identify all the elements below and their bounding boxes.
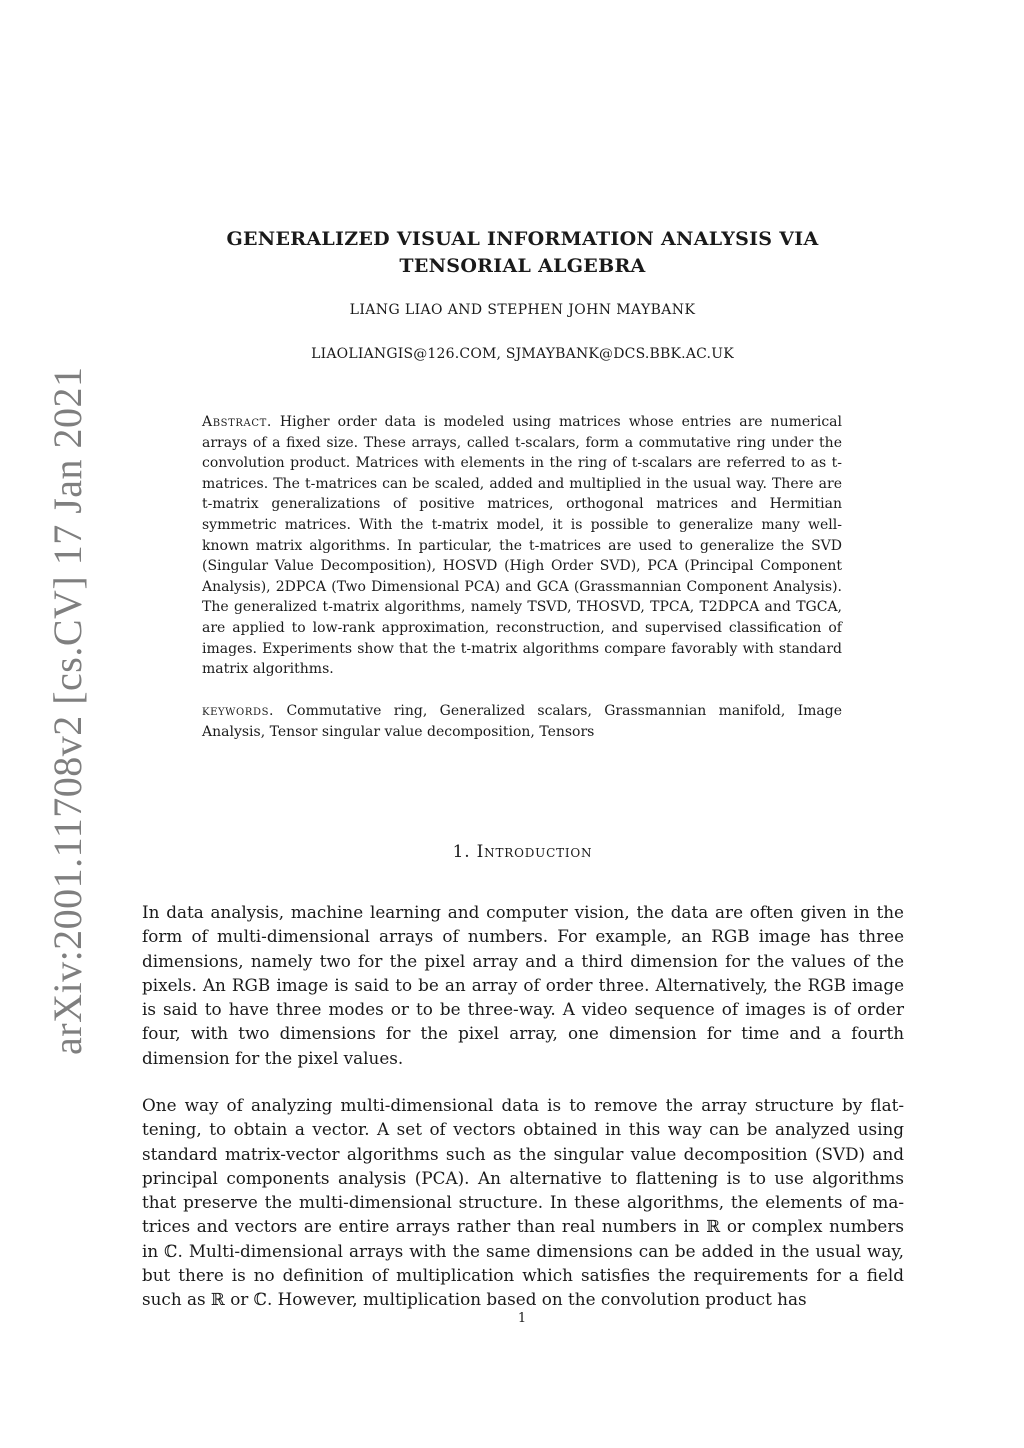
section-heading-introduction bbox=[190, 842, 855, 862]
abstract-label: Abstract. bbox=[202, 414, 272, 430]
author-emails: LIAOLIANGIS@126.COM, SJMAYBANK@DCS.BBK.AC.UK bbox=[311, 346, 734, 362]
paper-authors: LIANG LIAO AND STEPHEN JOHN MAYBANK bbox=[349, 302, 696, 318]
abstract-text: Higher order data is modeled using matrices whose entries are numerical arrays of a fixed size. These arrays, called t-scalars, form a commutative ring under the convolution product. Matrices with elements in the ring of t-scalars are referred to as t-matrices. The t-matrices can be scaled, added and multiplied in the usual way. There are t-matrix generalizations of positive matrices, orthogonal matrices and Hermitian symmetric matrices. With the t-matrix model, it is possible to generalize many well-known matrix algorithms. In particular, the t-matrices are used to generalize the SVD (Singular Value Decomposition), HOSVD (High Order SVD), PCA (Principal Component Analysis), 2DPCA (Two Dimensional PCA) and GCA (Grassmannian Component Analysis). The generalized t-matrix algorithms, namely TSVD, THOSVD, TPCA, T2DPCA and TGCA, are applied to low-rank approximation, reconstruction, and supervised classification of images. Experiments show that the t-matrix algorithms compare favorably with standard matrix algorithms. bbox=[202, 414, 842, 678]
keywords bbox=[202, 701, 842, 742]
page-number: 1 bbox=[517, 1311, 527, 1326]
keywords-text: Commutative ring, Generalized scalars, Grassmannian manifold, Image Analysis, Tensor singular value decomposition, Tensors bbox=[202, 703, 842, 740]
arxiv-identifier[interactable]: arXiv:2001.11708v2 [cs.CV] 17 Jan 2021 bbox=[45, 366, 90, 1055]
paragraph: In data analysis, machine learning and computer vision, the data are often given in the form of multi-dimensional arrays of numbers. For example, an RGB image has three dimensions, namely two for the pixel array and a third dimension for the values of the pixels. An RGB image is said to be an array of order three. Alternatively, the RGB image is said to have three modes or to be three-way. A video sequence of images is of order four, with two dimensions for the pixel array, one dimension for time and a fourth dimension for the pixel values. bbox=[142, 902, 904, 1068]
paper-title: GENERALIZED VISUAL INFORMATION ANALYSIS VIA TENSORIAL ALGEBRA bbox=[226, 228, 819, 277]
paragraph: One way of analyzing multi-dimensional data is to remove the array structure by flattening, to obtain a vector. A set of vectors obtained in this way can be analyzed using standard matrix-vector algorithms such as the singular value decomposition (SVD) and principal components analysis (PCA). An alternative to flattening is to use algorithms that preserve the multi-dimensional structure. In these algorithms, the elements of matrices and vectors are entire arrays rather than real numbers in ℝ or complex numbers in ℂ. Multi-dimensional arrays with the same dimensions can be added in the usual way, but there is no definition of multiplication which satisfies the requirements for a field such as ℝ or ℂ. However, multiplication based on the convolution product has bbox=[142, 1095, 904, 1310]
section-number: 1. bbox=[452, 842, 471, 862]
abstract bbox=[202, 412, 842, 680]
section-title: Introduction bbox=[476, 842, 593, 862]
keywords-label: keywords. bbox=[202, 703, 275, 719]
